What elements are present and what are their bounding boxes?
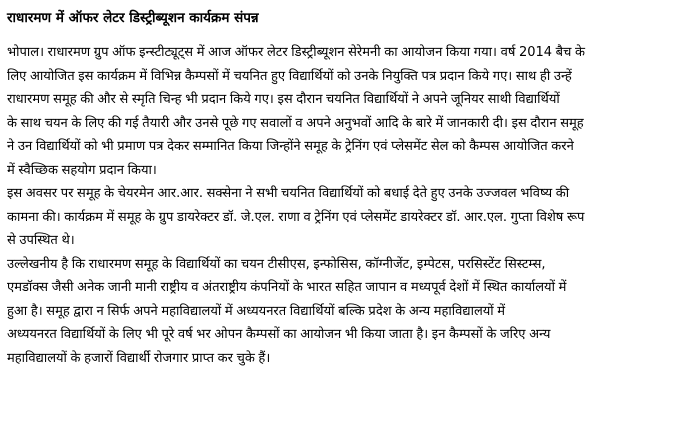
article [7,8,693,370]
paragraph-line: कामना की। कार्यक्रम में समूह के ग्रुप डायरेक्टर डॉ. जे.एल. राणा व ट्रेनिंग एवं प्लेसमेंट डायरेक्टर डॉ. आर.एल. गुप्ता विशेष रूप [7,209,585,225]
paragraph-line: राधारमण समूह की और से स्मृति चिन्ह भी प्रदान किये गए। इस दौरान चयनित विद्यार्थियों ने अपने जूनियर साथी विद्यार्थियों [7,92,560,107]
paragraph-1 [7,41,693,182]
paragraph-line: ने उन विद्यार्थियों को भी प्रमाण पत्र देकर सम्मानित किया जिन्होंने समूह के ट्रेनिंग एवं प्लेसमेंट सेल को कैम्पस आयोजित करने [7,139,574,154]
paragraph-line: भोपाल। राधारमण ग्रुप ऑफ इन्स्टीट्यूट्स में आज ऑफर लेटर डिस्ट्रीब्यूशन सेरेमनी का आयोजन किया गया। वर्ष 2014 बैच के [7,45,585,60]
paragraph-line: से उपस्थित थे। [7,233,75,248]
paragraph-line: लिए आयोजित इस कार्यक्रम में विभिन्न कैम्पसों में चयनित हुए विद्यार्थियों को उनके नियुक्ति पत्र प्रदान किये गए। साथ ही उन्हें [7,68,572,84]
article-title: राधारमण में ऑफर लेटर डिस्ट्रीब्यूशन कार्यक्रम संपन्न [7,10,259,26]
paragraph-line: उल्लेखनीय है कि राधारमण समूह के विद्यार्थियों का चयन टीसीएस, इन्फोसिस, कॉग्नीजेंट, इम्पेटस, परसिस्टेंट सिस्टम्स, [7,256,546,272]
paragraph-line: इस अवसर पर समूह के चेयरमेन आर.आर. सक्सेना ने सभी चयनित विद्यार्थियों को बधाई देते हुए उनके उज्जवल भविष्य की [7,186,570,201]
paragraph-3 [7,253,693,371]
paragraph-line: में स्वैच्छिक सहयोग प्रदान किया। [7,162,157,178]
paragraph-line: हुआ है। समूह द्वारा न सिर्फ अपने महाविद्यालयों में अध्ययनरत विद्यार्थियों बल्कि प्रदेश के अन्य महाविद्यालयों में [7,303,506,319]
paragraph-line: महाविद्यालयों के हजारों विद्यार्थी रोजगार प्राप्त कर चुके हैं। [7,350,271,366]
paragraph-line: के साथ चयन के लिए की गई तैयारी और उनसे पूछे गए सवालों व अपने अनुभवों आदि के बारे में जानकारी दी। इस दौरान समूह [7,115,584,131]
paragraph-line: अध्ययनरत विद्यार्थियों के लिए भी पूरे वर्ष भर ओपन कैम्पसों का आयोजन भी किया जाता है। इन कैम्पसों के जरिए अन्य [7,327,551,342]
paragraph-2 [7,182,693,253]
paragraph-line: एमडॉक्स जैसी अनेक जानी मानी राष्ट्रीय व अंतराष्ट्रीय कंपनियों के भारत सहित जापान व मध्यपूर्व देशों में स्थित कार्यालयों में [7,280,567,295]
